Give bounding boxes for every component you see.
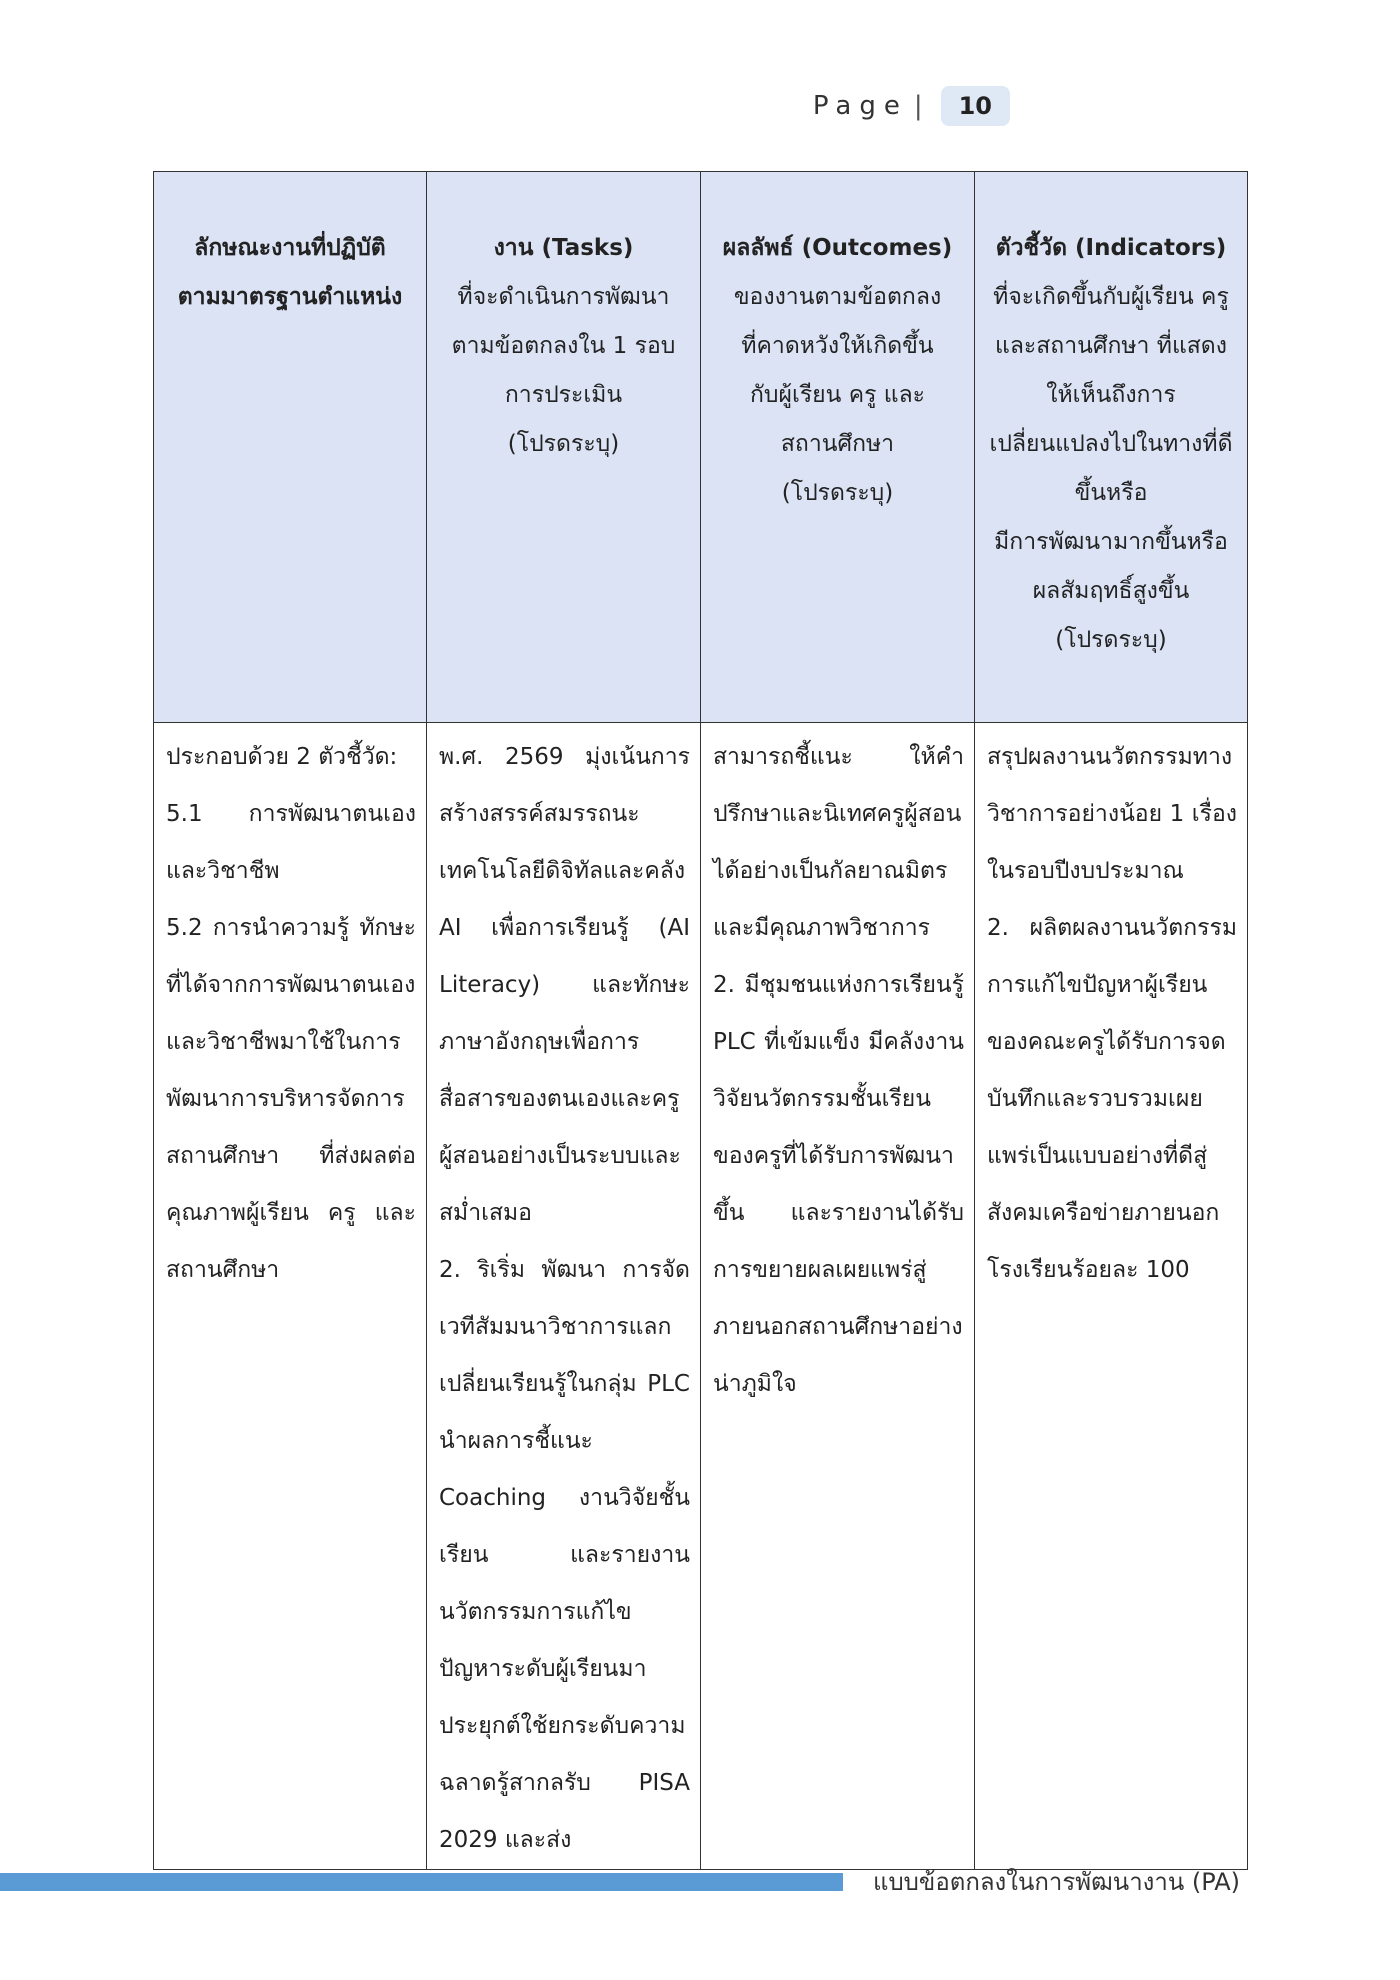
page-label: Page xyxy=(812,91,908,121)
header-description-line: และสถานศึกษา ที่แสดง xyxy=(995,333,1227,359)
header-indicators xyxy=(975,172,1248,723)
header-description-line: ให้เห็นถึงการ xyxy=(1046,382,1176,408)
cell-text: ประกอบด้วย 2 ตัวชี้วัด: 5.1 การพัฒนาตนเองและวิชาชีพ 5.2 การนำความรู้ ทักษะที่ได้จากการพัฒนาตนเองและวิชาชีพมาใช้ในการพัฒนาการบริหารจัดการสถานศึกษา ที่ส่งผลต่อคุณภาพผู้เรียน ครู และสถานศึกษา xyxy=(166,744,416,1283)
header-description-line: ที่จะเกิดขึ้นกับผู้เรียน ครู xyxy=(993,284,1229,310)
header-title-line: ผลลัพธ์ (Outcomes) xyxy=(722,235,953,261)
table-row xyxy=(154,723,1248,1870)
page-header xyxy=(813,86,1010,126)
header-job-characteristics xyxy=(154,172,427,723)
cell-text: สรุปผลงานนวัตกรรมทางวิชาการอย่างน้อย 1 เรื่องในรอบปีงบประมาณ 2. ผลิตผลงานนวัตกรรมการแก้ไขปัญหาผู้เรียนของคณะครูได้รับการจดบันทึกและรวบรวมเผยแพร่เป็นแบบอย่างที่ดีสู่สังคมเครือข่ายภายนอกโรงเรียนร้อยละ 100 xyxy=(987,744,1237,1283)
header-description-line: สถานศึกษา xyxy=(780,431,895,457)
cell-outcomes xyxy=(701,723,975,1870)
header-description-line: ตามข้อตกลงใน 1 รอบ xyxy=(451,333,676,359)
header-description-line: (โปรดระบุ) xyxy=(781,480,894,506)
header-title-line: ตัวชี้วัด (Indicators) xyxy=(995,235,1227,261)
table-header-row xyxy=(154,172,1248,723)
cell-indicators xyxy=(975,723,1248,1870)
header-description-line: ของงานตามข้อตกลง xyxy=(733,284,942,310)
header-title-line: ตามมาตรฐานตำแหน่ง xyxy=(177,284,403,310)
page-separator: | xyxy=(913,91,923,121)
header-description-line: กับผู้เรียน ครู และ xyxy=(749,382,926,408)
cell-text: สามารถชี้แนะ ให้คำปรึกษาและนิเทศครูผู้สอนได้อย่างเป็นกัลยาณมิตรและมีคุณภาพวิชาการ 2. มีชุมชนแห่งการเรียนรู้ PLC ที่เข้มแข็ง มีคลังงานวิจัยนวัตกรรมชั้นเรียนของครูที่ได้รับการพัฒนาขึ้น และรายงานได้รับการขยายผลเผยแพร่สู่ภายนอกสถานศึกษาอย่างน่าภูมิใจ xyxy=(713,744,964,1397)
header-description-line: (โปรดระบุ) xyxy=(1055,627,1167,653)
footer-bar xyxy=(0,1873,843,1891)
footer-title: แบบข้อตกลงในการพัฒนางาน (PA) xyxy=(872,1868,1240,1896)
header-description-line: (โปรดระบุ) xyxy=(507,431,620,457)
header-outcomes xyxy=(701,172,975,723)
pa-agreement-table xyxy=(153,171,1248,1870)
header-title-line: งาน (Tasks) xyxy=(493,235,634,261)
header-description-line: เปลี่ยนแปลงไปในทางที่ดี xyxy=(989,431,1233,457)
header-description-line: มีการพัฒนามากขึ้นหรือ xyxy=(994,529,1228,555)
header-description-line: ที่คาดหวังให้เกิดขึ้น xyxy=(741,333,934,359)
header-description-line: การประเมิน xyxy=(504,382,623,408)
cell-job-characteristics xyxy=(154,723,427,1870)
header-description-line: ที่จะดำเนินการพัฒนา xyxy=(457,284,670,310)
header-description-line: ผลสัมฤทธิ์สูงขึ้น xyxy=(1032,578,1190,604)
header-description-line: ขึ้นหรือ xyxy=(1074,480,1148,506)
cell-tasks xyxy=(427,723,701,1870)
page-number-badge: 10 xyxy=(941,86,1010,126)
cell-text: พ.ศ. 2569 มุ่งเน้นการสร้างสรรค์สมรรถนะเทคโนโลยีดิจิทัลและคลัง AI เพื่อการเรียนรู้ (AI Literacy) และทักษะภาษาอังกฤษเพื่อการสื่อสารของตนเองและครูผู้สอนอย่างเป็นระบบและสม่ำเสมอ 2. ริเริ่ม พัฒนา การจัดเวทีสัมมนาวิชาการแลกเปลี่ยนเรียนรู้ในกลุ่ม PLC นำผลการชี้แนะ Coaching งานวิจัยชั้นเรียน และรายงานนวัตกรรมการแก้ไขปัญหาระดับผู้เรียนมาประยุกต์ใช้ยกระดับความฉลาดรู้สากลรับ PISA 2029 และส่ง xyxy=(439,744,690,1853)
header-tasks xyxy=(427,172,701,723)
header-title-line: ลักษณะงานที่ปฏิบัติ xyxy=(194,235,386,261)
